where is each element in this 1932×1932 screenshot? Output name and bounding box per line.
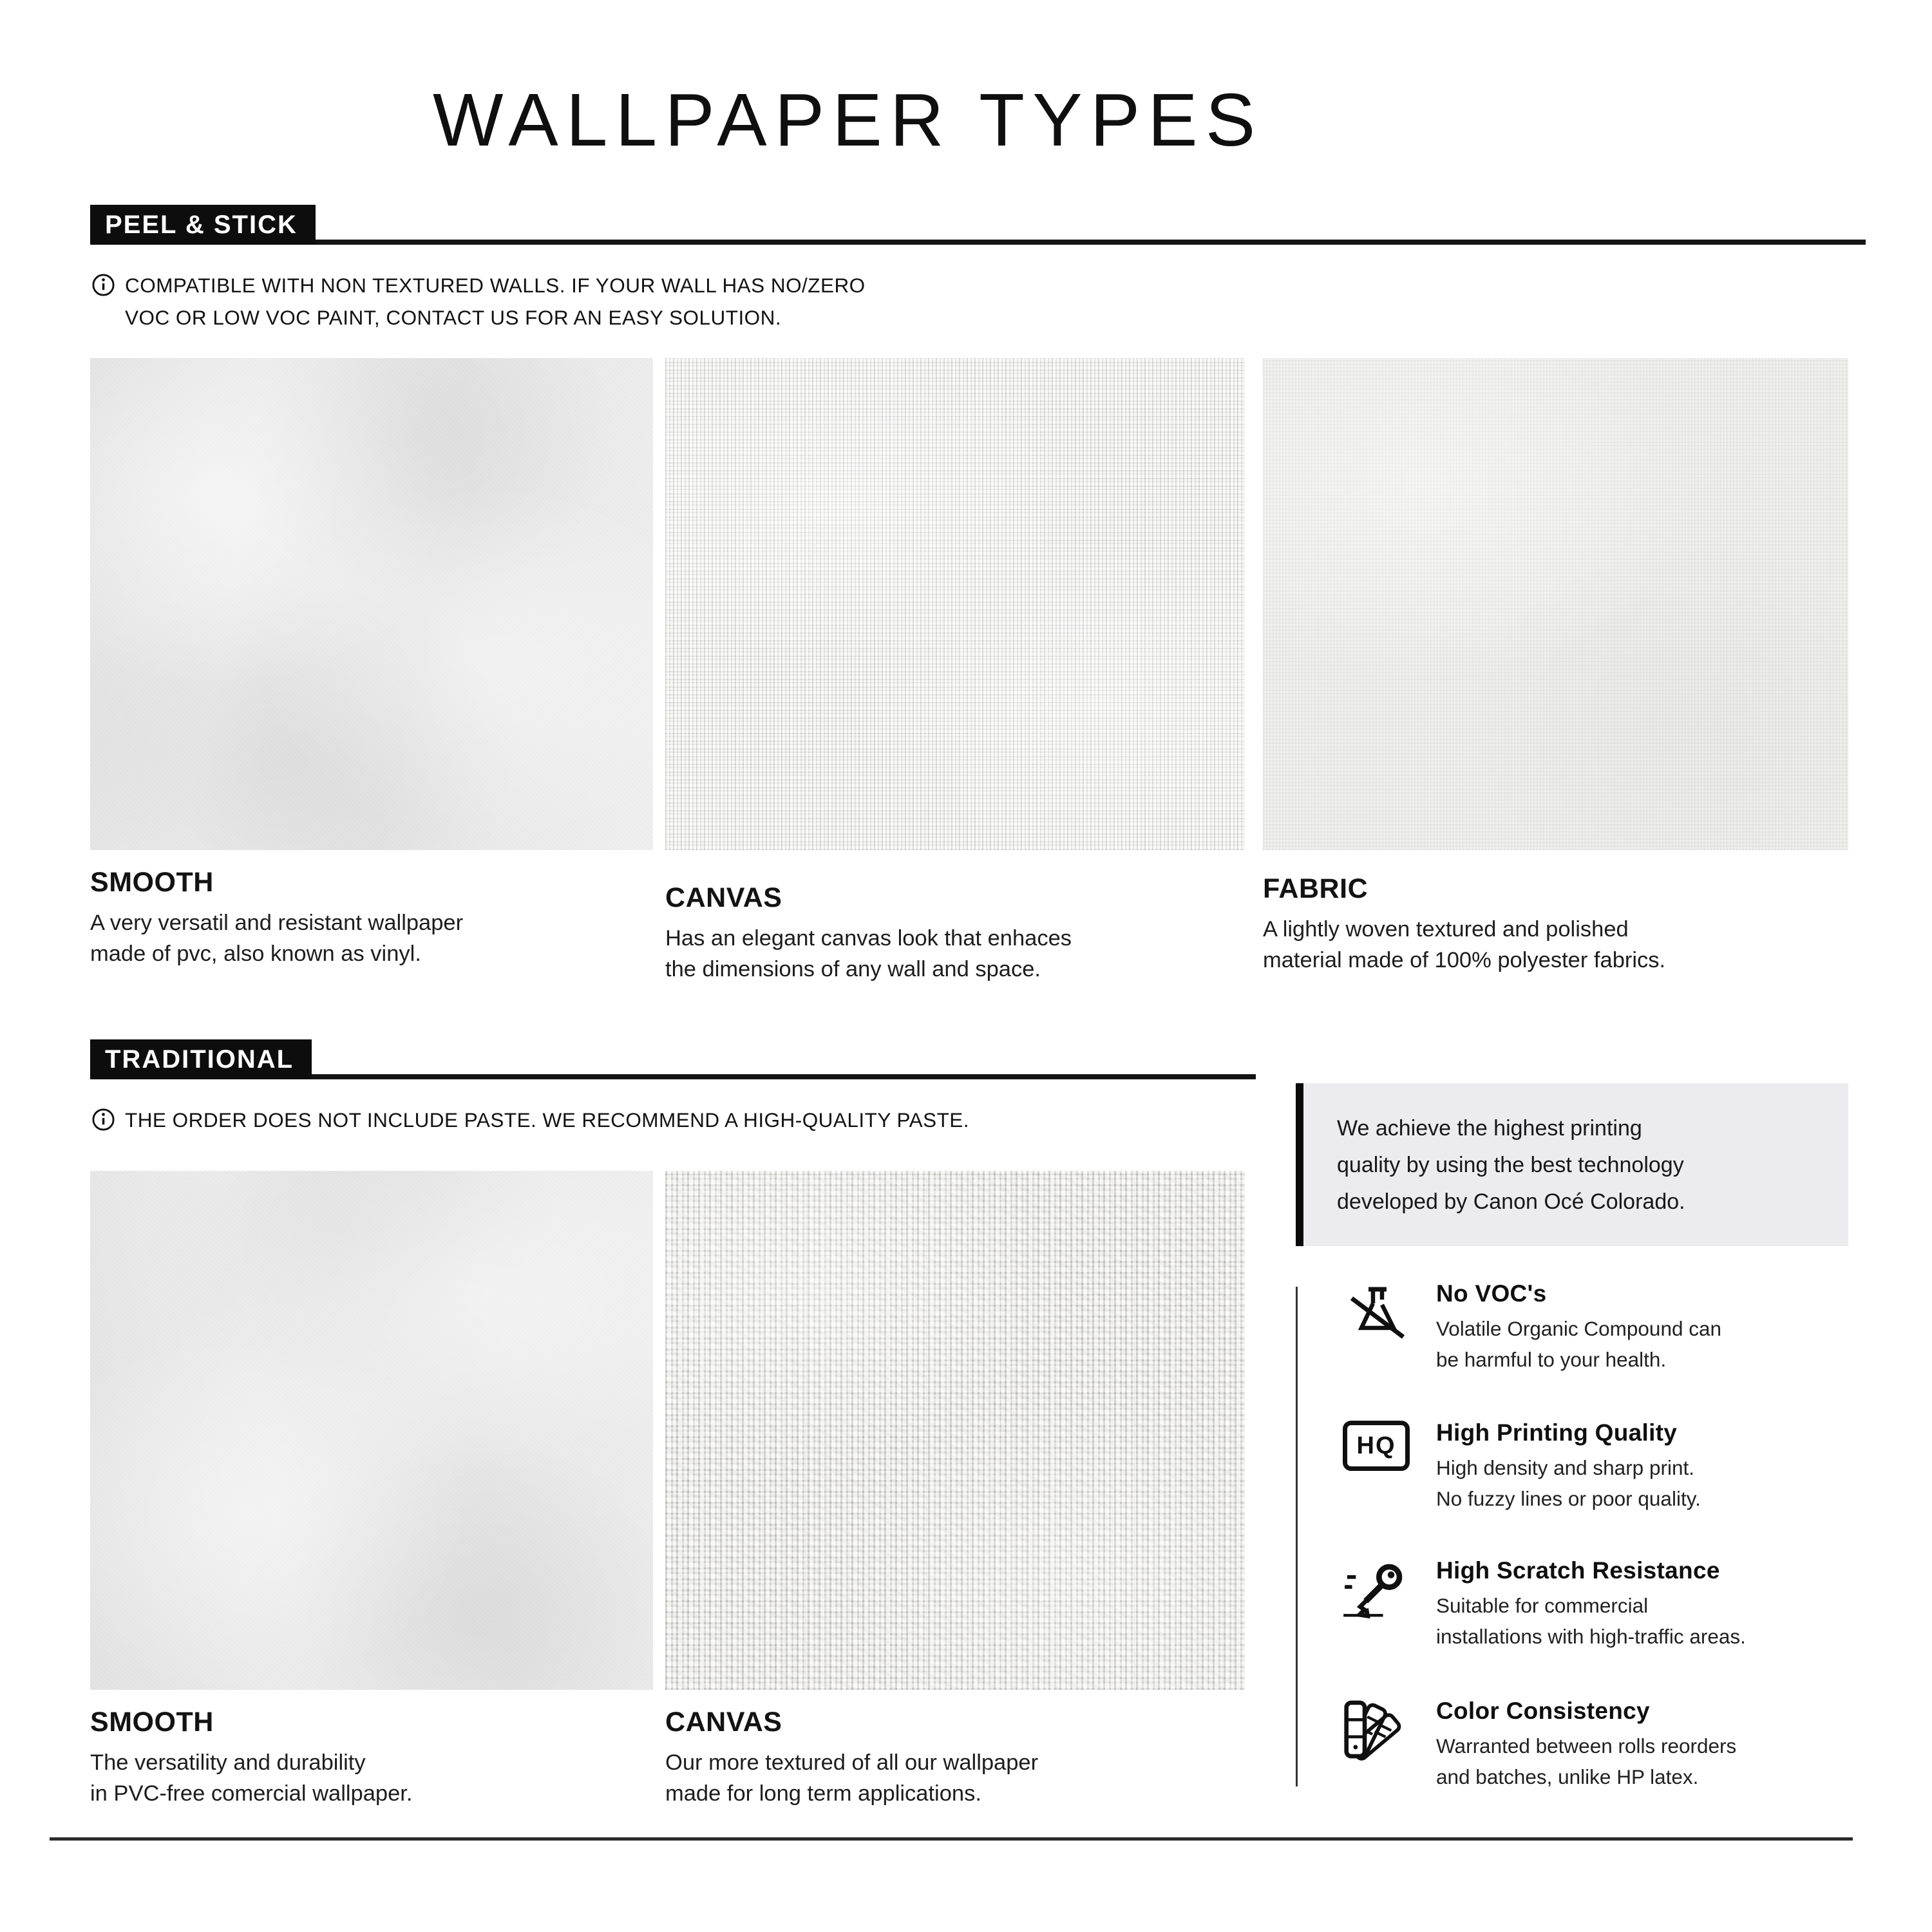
- info-icon: [91, 1108, 115, 1132]
- key-scratch-icon: [1342, 1558, 1410, 1620]
- features-divider-line: [1296, 1287, 1298, 1786]
- fabric-texture-image: [1263, 358, 1848, 850]
- swatch-name: SMOOTH: [90, 867, 214, 898]
- no-voc-flask-icon: [1342, 1282, 1410, 1346]
- swatch-card: [90, 1171, 653, 1809]
- swatch-name: SMOOTH: [90, 1707, 214, 1738]
- swatch-description: The versatility and durability in PVC-free comercial wallpaper.: [90, 1750, 413, 1806]
- hq-badge-text: HQ: [1343, 1421, 1410, 1471]
- smooth-texture-image: [90, 358, 653, 850]
- feature-description: Volatile Organic Compound can be harmful to your health.: [1436, 1317, 1722, 1372]
- swatch-card: [1263, 358, 1848, 976]
- hq-badge-icon: [1342, 1421, 1410, 1471]
- swatch-card: [90, 358, 653, 969]
- traditional-note-text: [125, 1104, 969, 1136]
- peel-stick-note-text: [125, 269, 866, 334]
- feature-description: Suitable for commercial installations with high-traffic areas.: [1436, 1594, 1746, 1649]
- feature-description: Warranted between rolls reorders and batches, unlike HP latex.: [1436, 1734, 1737, 1789]
- swatch-description: Has an elegant canvas look that enhaces the dimensions of any wall and space.: [665, 926, 1072, 981]
- swatch-name: CANVAS: [665, 1707, 782, 1738]
- smooth-texture-image: [90, 1171, 653, 1690]
- feature-no-voc: [1342, 1280, 1857, 1375]
- canvas-texture-image: [665, 358, 1245, 850]
- traditional-note: [91, 1104, 969, 1136]
- traditional-rule: [312, 1074, 1256, 1079]
- peel-stick-note: [91, 269, 866, 334]
- swatch-card: [665, 1171, 1245, 1809]
- print-quality-callout: We achieve the highest printing quality by using the best technology developed by Canon Océ Colorado.: [1296, 1083, 1848, 1246]
- traditional-badge: TRADITIONAL: [90, 1039, 312, 1079]
- color-swatchbook-icon: [1342, 1699, 1410, 1760]
- swatch-card: [665, 358, 1245, 985]
- feature-high-printing-quality: [1342, 1419, 1857, 1514]
- feature-title: High Printing Quality: [1436, 1419, 1678, 1446]
- feature-color-consistency: [1342, 1698, 1857, 1792]
- note-line: COMPATIBLE WITH NON TEXTURED WALLS. IF YOUR WALL HAS NO/ZERO: [125, 274, 866, 297]
- feature-title: No VOC's: [1436, 1280, 1547, 1307]
- peel-stick-rule: [316, 240, 1866, 245]
- swatch-name: CANVAS: [665, 882, 782, 913]
- swatch-description: A very versatil and resistant wallpaper made of pvc, also known as vinyl.: [90, 911, 464, 966]
- peel-stick-section-head: [90, 205, 1866, 245]
- swatch-name: FABRIC: [1263, 873, 1368, 904]
- swatch-description: Our more textured of all our wallpaper made for long term applications.: [665, 1750, 1039, 1806]
- traditional-section-head: [90, 1039, 1256, 1079]
- info-icon: [91, 273, 115, 297]
- coarse-canvas-texture-image: [665, 1171, 1245, 1690]
- feature-title: High Scratch Resistance: [1436, 1557, 1720, 1584]
- note-line: THE ORDER DOES NOT INCLUDE PASTE. WE RECOMMEND A HIGH-QUALITY PASTE.: [125, 1108, 969, 1132]
- peel-stick-badge: PEEL & STICK: [90, 205, 316, 245]
- feature-title: Color Consistency: [1436, 1698, 1650, 1724]
- swatch-description: A lightly woven textured and polished material made of 100% polyester fabrics.: [1263, 917, 1666, 972]
- feature-high-scratch-resistance: [1342, 1557, 1857, 1652]
- feature-description: High density and sharp print. No fuzzy lines or poor quality.: [1436, 1456, 1701, 1511]
- footer-rule: [50, 1837, 1853, 1841]
- page-title: WALLPAPER TYPES: [433, 78, 1264, 162]
- note-line: VOC OR LOW VOC PAINT, CONTACT US FOR AN EASY SOLUTION.: [125, 306, 782, 330]
